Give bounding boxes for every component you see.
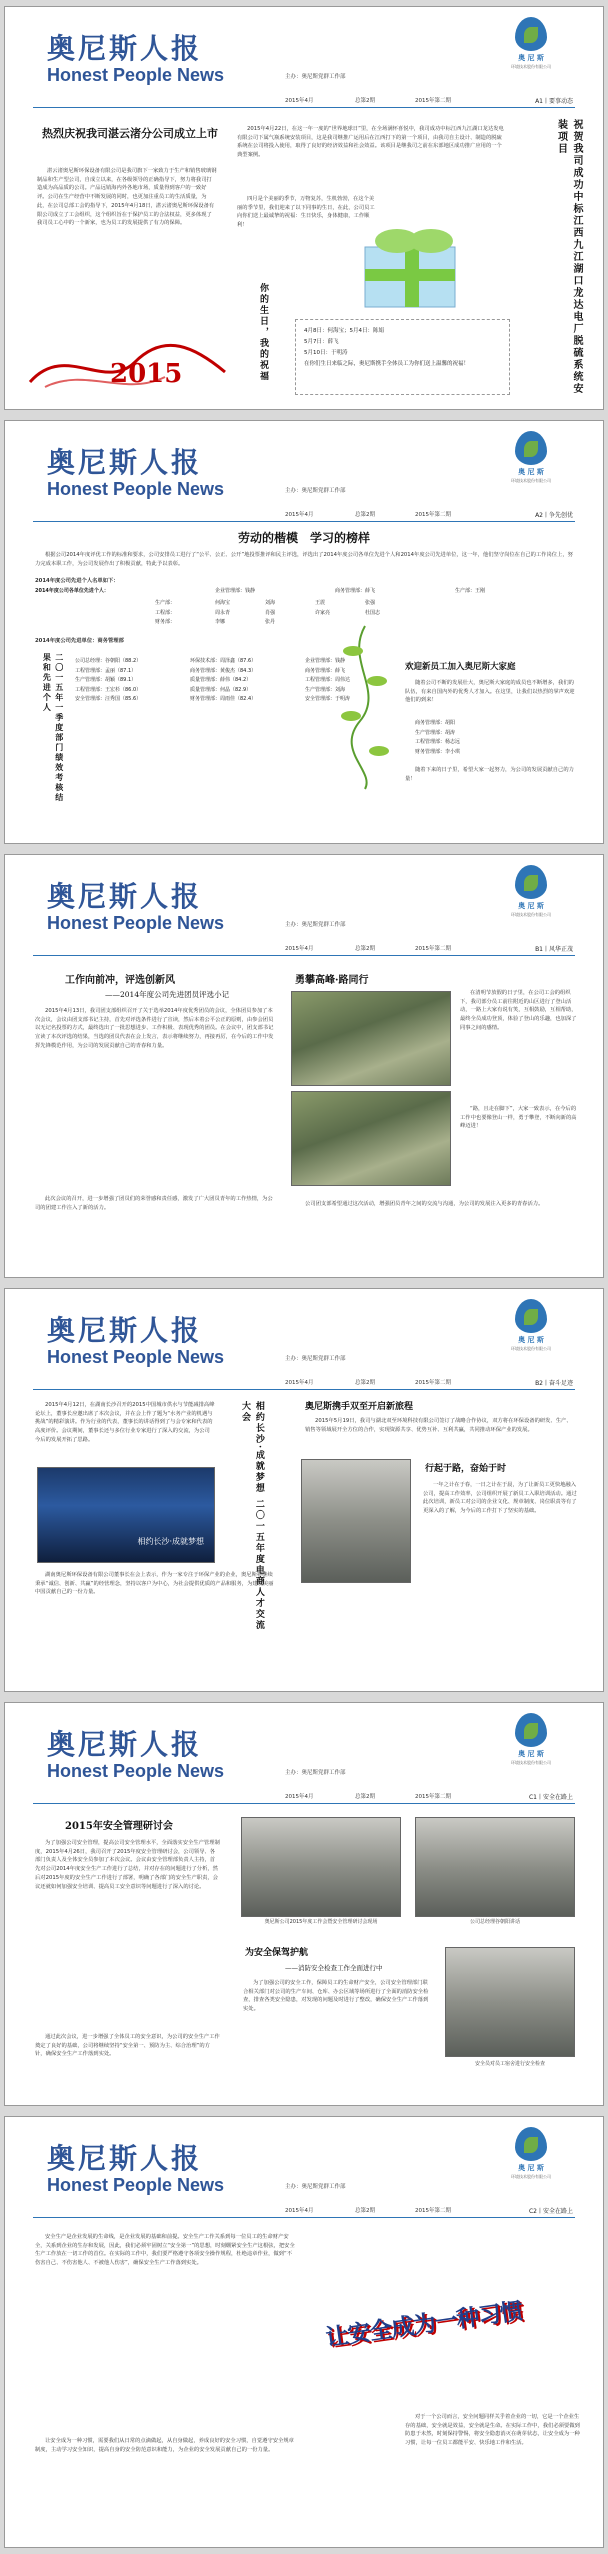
- newspaper-page-2: [4, 420, 604, 844]
- newcomer-list: [415, 719, 575, 757]
- green-vine-decoration: [335, 621, 395, 791]
- right-article-text: 对于一个公司而言，安全问题同样关乎着企业的一切，它是一个企业生存的基础，安全就是效益，安全就是生命。在实际工作中，我们必须要做到防患于未然，时刻保持警惕，将安全隐患消灭在萌芽状态，让安全成为一种习惯，让每一位员工都能平安、快乐地工作和生活。: [405, 2414, 580, 2447]
- article-text: 安全生产是企业发展的生命线，是企业发展的基础和前提。安全生产工作关系到每一位员工的生命财产安全，关系到企业的生存和发展，因此，我们必须牢固树立“安全第一”的思想，时刻绷紧安全生产这根弦，把安全生产工作放在一切工作的首位。在实际的工作中，我们要严格遵守各项安全操作规程，杜绝违章作业，做到“不伤害自己、不伤害他人、不被他人伤害”，确保安全生产工作落到实处。: [35, 2234, 295, 2267]
- list-title: 2014年度公司先进个人名单如下：: [35, 578, 119, 584]
- section-label: C2丨安全在路上: [529, 2207, 573, 2218]
- logo-drop-icon: [515, 1299, 547, 1333]
- company-logo: 奥 尼 斯 环境技术股份有限公司: [505, 1299, 557, 1352]
- birthday-list: 4月8日：何海宝；5月4日：陈娟 5月7日：薛飞 5月10日：于明涛 在你们生日来临之际，奥尼斯携手全体员工为你们送上温馨的祝福！: [304, 328, 470, 367]
- fire-safety-text: 为了加强公司的安全工作，保障员工的生命财产安全，公司安全管理部门联合相关部门对公司的生产车间、仓库、办公区域等场所进行了全面的消防安全检查，排查各类安全隐患，对发现的问题及时进行了整改，确保安全生产工作落到实处。: [243, 1980, 429, 2013]
- company-logo: 奥 尼 斯 环境技术股份有限公司: [505, 865, 557, 918]
- newspaper-page-3: [4, 854, 604, 1278]
- table-row: 工程部： 周永青 肖强 许家亮 杜国志: [155, 609, 381, 616]
- section-label: B1丨风华正茂: [535, 945, 573, 956]
- gift-box-illustration: [335, 207, 485, 317]
- logo-drop-icon: [515, 865, 547, 899]
- section-label: A2丨争先创优: [535, 511, 573, 522]
- article-text: 2015年4月13日，我司团支部组织召开了关于选举2014年度优秀团员的会议，全体团员参加了本次会议，会议由团支部书记主持，首先对评选条件进行了宣读，然后本着公平公正的原则，由参会团员以无记名投票的方式，最终选出了一批思想进步、工作积极、表现优秀的团员。在会议中，团支部书记宣读了本次评选的结果，当选的团员代表在会上发言，表示将继续努力，再接再厉，在今后的工作中发挥先锋模范作用，为公司的发展贡献自己的青春和力量。: [35, 1008, 274, 1049]
- intro-text: 根据公司2014年度评优工作的标准和要求，公司安排员工进行了“公平、公正、公开”地投票推评和民主评选，评选出了2014年度公司各单位先进个人和2014年度公司先进单位，这一年，他们坚守岗位在自己的工作岗位上，努力完成本职工作，为公司发展作出了积极贡献，特此予以表彰。: [35, 552, 573, 567]
- masthead-cn: 奥尼斯人报: [47, 32, 203, 65]
- headline: 工作向前冲，评选创新风: [65, 975, 175, 986]
- page-header: 奥尼斯人报 Honest People News 主办：奥尼斯党群工作部 2015年4月 总第2期 2015年第二期 奥 尼 斯 环境技术股份有限公司 B2丨奋斗足迹: [5, 1289, 603, 1369]
- issue-date: 2015年4月: [285, 98, 314, 104]
- page-header: [5, 7, 603, 105]
- article-text-2: 此次会议的召开，进一步增强了团员们的荣誉感和责任感，激发了广大团员青年的工作热情，为公司的团建工作注入了新的活力。: [35, 1196, 273, 1211]
- welcome-text: 随着公司不断的发展壮大，奥尼斯大家庭的成员也不断增多，我们的队伍，有来自国内外的优秀人才加入。在这里，让我们以热烈的掌声欢迎他们的到来！: [405, 680, 575, 704]
- photo-caption-1: 奥尼斯公司2015年度工作会暨安全管理研讨会现场: [264, 1919, 378, 1925]
- divider: [33, 1803, 575, 1804]
- training-headline: 行起于路，奋始于时: [425, 1464, 507, 1474]
- divider: [33, 107, 575, 108]
- article-text: 湛云渚奥尼斯环保设备有限公司是我司旗下一家致力于生产和销售玻璃钢制品和生产型公司，自成立以来，在各级领导的正确指导下，努力将我司打造成为高品质的公司。产品远销海内外各地市场，质量得到客户的一致好评。公司在生产经营中不断发展的同时，也更加注重员工的生活质量，为此，在公司总部工会的指导下，2015年4月18日，湛云渚奥尼斯环保设备有限公司成立了工会组织，这个组织旨在于保护员工的合法权益，更多体现了我司员工心中的一个新家，也为员工的发展提供了有力的保障。: [37, 168, 217, 227]
- page-header: 奥尼斯人报 Honest People News 主办：奥尼斯党群工作部 2015年4月 总第2期 2015年第二期 奥 尼 斯 环境技术股份有限公司 C2丨安全在路上: [5, 2117, 603, 2197]
- page-header: 奥尼斯人报 Honest People News 主办：奥尼斯党群工作部 2015年4月 总第2期 2015年第二期 奥 尼 斯 环境技术股份有限公司 C1丨安全在路上: [5, 1703, 603, 1783]
- table-row: 生产部： 何海宝 刘海 王震 张强: [155, 600, 376, 606]
- hiking-group-photo-2: [291, 1091, 451, 1186]
- section-label: C1丨安全在路上: [529, 1793, 573, 1804]
- company-logo: 奥 尼 斯 环境技术股份有限公司: [505, 431, 557, 484]
- issue-number: 总第2期: [355, 98, 375, 104]
- hiking-closing: 公司团支部希望通过这次活动，增强团员青年之间的交流与沟通，为公司的发展注入更多的青春活力。: [305, 1201, 544, 1207]
- section-label: B2丨奋斗足迹: [535, 1379, 573, 1390]
- newspaper-page-6: [4, 2116, 604, 2548]
- training-text: 一年之计在于春，一日之计在于晨，为了让新员工更快地融入公司，提高工作效率，公司组织开展了新员工入职培训活动。通过此次培训，新员工对公司的企业文化、规章制度、岗位职责等有了更深入的了解，为今后的工作打下了坚实的基础。: [423, 1482, 577, 1515]
- company-logo: 奥 尼 斯 环境技术股份有限公司: [505, 1713, 557, 1766]
- speaker-photo: [415, 1817, 575, 1917]
- meeting-photo-collage: [301, 1459, 411, 1583]
- photo-caption-2: 公司总经理谷朝阳讲话: [469, 1919, 520, 1925]
- greeting-text: 四月是个美丽的季节，万物复苏，生机勃勃，在这个美丽的季节里，我们迎来了以下同事的生日，在此，公司员工向你们送上最诚挚的祝福：生日快乐，身体健康，工作顺利！: [237, 196, 375, 229]
- page-header: 奥尼斯人报 Honest People News 主办：奥尼斯党群工作部 2015年4月 总第2期 2015年第二期 奥 尼 斯 环境技术股份有限公司 A2丨争先创优: [5, 421, 603, 501]
- decorative-2015-swirl: [25, 337, 235, 397]
- intro-text: 2015年4月22日，在这一年一度的“世界地球日”里，在全场满怀喜悦中，我司成功中标江西九江湖口龙达发电有限公司下属气瓶系统安装项目，这是我司继推广运用后在江西打下的第一个项目，由我司自主设计、制造的脱硫系统在公司将投入使用，取得了良好的经济效益和社会效益。该项目是继我司之前在东部地区成功推广应用的一个典型案例。: [237, 126, 504, 159]
- partnership-text: 2015年5月19日，我司与湖北双至环境科技有限公司签订了战略合作协议，双方将在环保设备的研发、生产、销售等领域展开全方位的合作，实现资源共享、优势互补、互利共赢，共同推动环保产业的发展。: [305, 1418, 572, 1433]
- svg-text:2015: 2015: [110, 359, 183, 389]
- fire-safety-subhead: ——消防安全检查工作全面进行中: [285, 1964, 383, 1972]
- logo-drop-icon: [515, 17, 547, 51]
- company-logo: 奥 尼 斯 环境技术股份有限公司: [505, 17, 557, 70]
- divider: [33, 521, 575, 522]
- partnership-headline: 奥尼斯携手双至开启新旅程: [305, 1402, 414, 1412]
- divider: [33, 2217, 575, 2218]
- headline: 劳动的楷模 学习的榜样: [237, 531, 370, 545]
- headline: 热烈庆祝我司湛云渚分公司成立上市: [42, 127, 218, 140]
- article-text: 2015年4月12日，在湖南长沙召开的2015中国城市供水与节能减排高峰论坛上，董事长应邀出席了本次会议，并在会上作了题为“水务产业的机遇与挑战”的精彩演讲。作为行业的代表，董事长的讲话得到了与会专家和代表的高度评价。会议期间，董事长还与多位行业专家进行了深入的交流，为公司今后的发展开拓了思路。: [35, 1402, 215, 1443]
- newspaper-page-1: [4, 6, 604, 410]
- list-item: 生产管理部：胡涛: [415, 729, 456, 736]
- newspaper-page-4: [4, 1288, 604, 1692]
- hiking-group-photo-1: [291, 991, 451, 1086]
- company-logo: 奥 尼 斯 环境技术股份有限公司: [505, 2127, 557, 2180]
- logo-drop-icon: [515, 2127, 547, 2161]
- table-row: 公司总经理：谷朝阳（88.2） 环保技术部：周泽鑫（87.6） 企业管理部：钱静: [75, 658, 346, 664]
- article-text-2: 让安全成为一种习惯，需要我们从日常的点滴做起，从自身做起，养成良好的安全习惯，自觉遵守安全规章制度，主动学习安全知识，提高自身的安全防范意识和能力，为企业的安全发展贡献自己的一份力量。: [35, 2438, 294, 2453]
- logo-drop-icon: [515, 431, 547, 465]
- fire-safety-headline: 为安全保驾护航: [245, 1948, 309, 1958]
- inspection-photo: [445, 1947, 575, 2057]
- welcome-headline: 欢迎新员工加入奥尼斯大家庭: [405, 662, 516, 672]
- welcome-closing: 随着下来的日子里，希望大家一起努力，为公司的发展贡献自己的力量！: [405, 767, 574, 782]
- conference-vertical-title: 相约长沙·成就梦想 二〇一五年度电商人才交流大会: [239, 1401, 264, 1632]
- hiking-text: 在清明节放假的日子里，在公司工会的组织下，我司部分员工前往附近的山区进行了登山活动，一路上大家有说有笑，互相鼓励，互相帮助，最终全员成功登顶，体验了登山的乐趣，也加深了同事之间的感情。: [460, 990, 577, 1031]
- subheadline: ——2014年度公司先进团员评选小记: [105, 990, 230, 999]
- masthead-en: Honest People News: [47, 65, 225, 85]
- sponsor: 主办：奥尼斯党群工作部: [285, 74, 346, 80]
- article-text-2: 通过此次会议，进一步增强了全体员工的安全意识，为公司的安全生产工作奠定了良好的基础，公司将继续坚持“安全第一、预防为主、综合治理”的方针，确保安全生产工作落到实处。: [35, 2034, 220, 2058]
- section-label: A1丨要事动态: [535, 97, 573, 108]
- divider: [33, 955, 575, 956]
- bid-win-vertical-headline: 祝贺我司成功中标江西九江湖口龙达电厂脱硫系统安装项目: [555, 119, 582, 395]
- table-row: 工程管理部：王宏杉（86.0） 质量管理部：何晶（82.9） 生产管理部：刘海: [75, 686, 346, 693]
- hiking-text-2: “路，且走在脚下”，大家一致表示，在今后的工作中也要像登山一样，勇于攀登，不断向新的高峰迈进！: [460, 1106, 577, 1130]
- dept-title: 2014年度公司先进单位：商务管理部: [35, 638, 124, 644]
- table-row: 工程管理部：孟丽（87.1） 商务管理部：黄俊杰（84.3） 商务管理部：薛飞: [75, 667, 346, 674]
- units-row: 2014年度公司各单位先进个人： 企业管理部：钱静 商务管理部：薛飞 生产部：王刚: [35, 588, 486, 594]
- table-row: 财务部： 李娜 张丹: [155, 619, 276, 625]
- page-header: 奥尼斯人报 Honest People News 主办：奥尼斯党群工作部 2015年4月 总第2期 2015年第二期 奥 尼 斯 环境技术股份有限公司 B1丨风华正茂: [5, 855, 603, 935]
- logo-drop-icon: [515, 1713, 547, 1747]
- article-text: 为了加强公司安全管理，提高公司安全管理水平，全面落实安全生产管理制度，2015年4月26日，我司召开了2015年度安全管理研讨会，公司领导、各部门负责人及全体安全员参加了本次会议。会议由安全管理部负责人主持，首先对公司2014年度安全生产工作进行了总结，并对存在的问题进行了分析，然后对2015年度的安全生产工作进行了部署，明确了各部门的安全生产职责，会议还就如何加强安全培训、提高员工安全意识等问题进行了深入的讨论。: [35, 1840, 220, 1890]
- birthday-list-box: [295, 319, 510, 395]
- table-row: 生产管理部：胡颖（89.1） 质量管理部：薛伟（84.2） 工程管理部：周伟达: [75, 677, 351, 683]
- conference-stage-photo: 相约长沙·成就梦想: [37, 1467, 215, 1563]
- list-item: 工程管理部：杨志远: [415, 739, 461, 745]
- safety-meeting-photo: [241, 1817, 401, 1917]
- table-row: 安全管理部：汪秀国（85.6） 财务管理部：周雨佳（82.4） 安全管理部：于明涛: [75, 696, 351, 702]
- headline: 2015年安全管理研讨会: [65, 1821, 173, 1832]
- newspaper-page-5: [4, 1702, 604, 2106]
- performance-vertical-caption: 二〇一五年一季度部门绩效考核结果和先进个人: [42, 653, 65, 803]
- safety-habit-calligraphy: 让安全成为一种习惯: [324, 2297, 524, 2352]
- photo-caption-3: 安全员对员工宿舍进行安全检查: [474, 2061, 545, 2067]
- birthday-vertical-title: 你的生日，我的祝福: [257, 283, 268, 382]
- divider: [33, 1389, 575, 1390]
- list-item: 财务管理部：李小琪: [415, 748, 461, 755]
- list-item: 商务管理部：胡阳: [415, 720, 456, 726]
- issue-period: 2015年第二期: [415, 98, 451, 104]
- hiking-headline: 勇攀高峰·路同行: [295, 975, 369, 986]
- article-text-2: 湖南奥尼斯环保设备有限公司董事长在会上表示，作为一家专注于环保产业的企业，奥尼斯将继续秉承“诚信、创新、共赢”的经营理念，坚持以客户为中心，为社会提供优质的产品和服务，为建设美丽中国贡献自己的一份力量。: [35, 1572, 274, 1596]
